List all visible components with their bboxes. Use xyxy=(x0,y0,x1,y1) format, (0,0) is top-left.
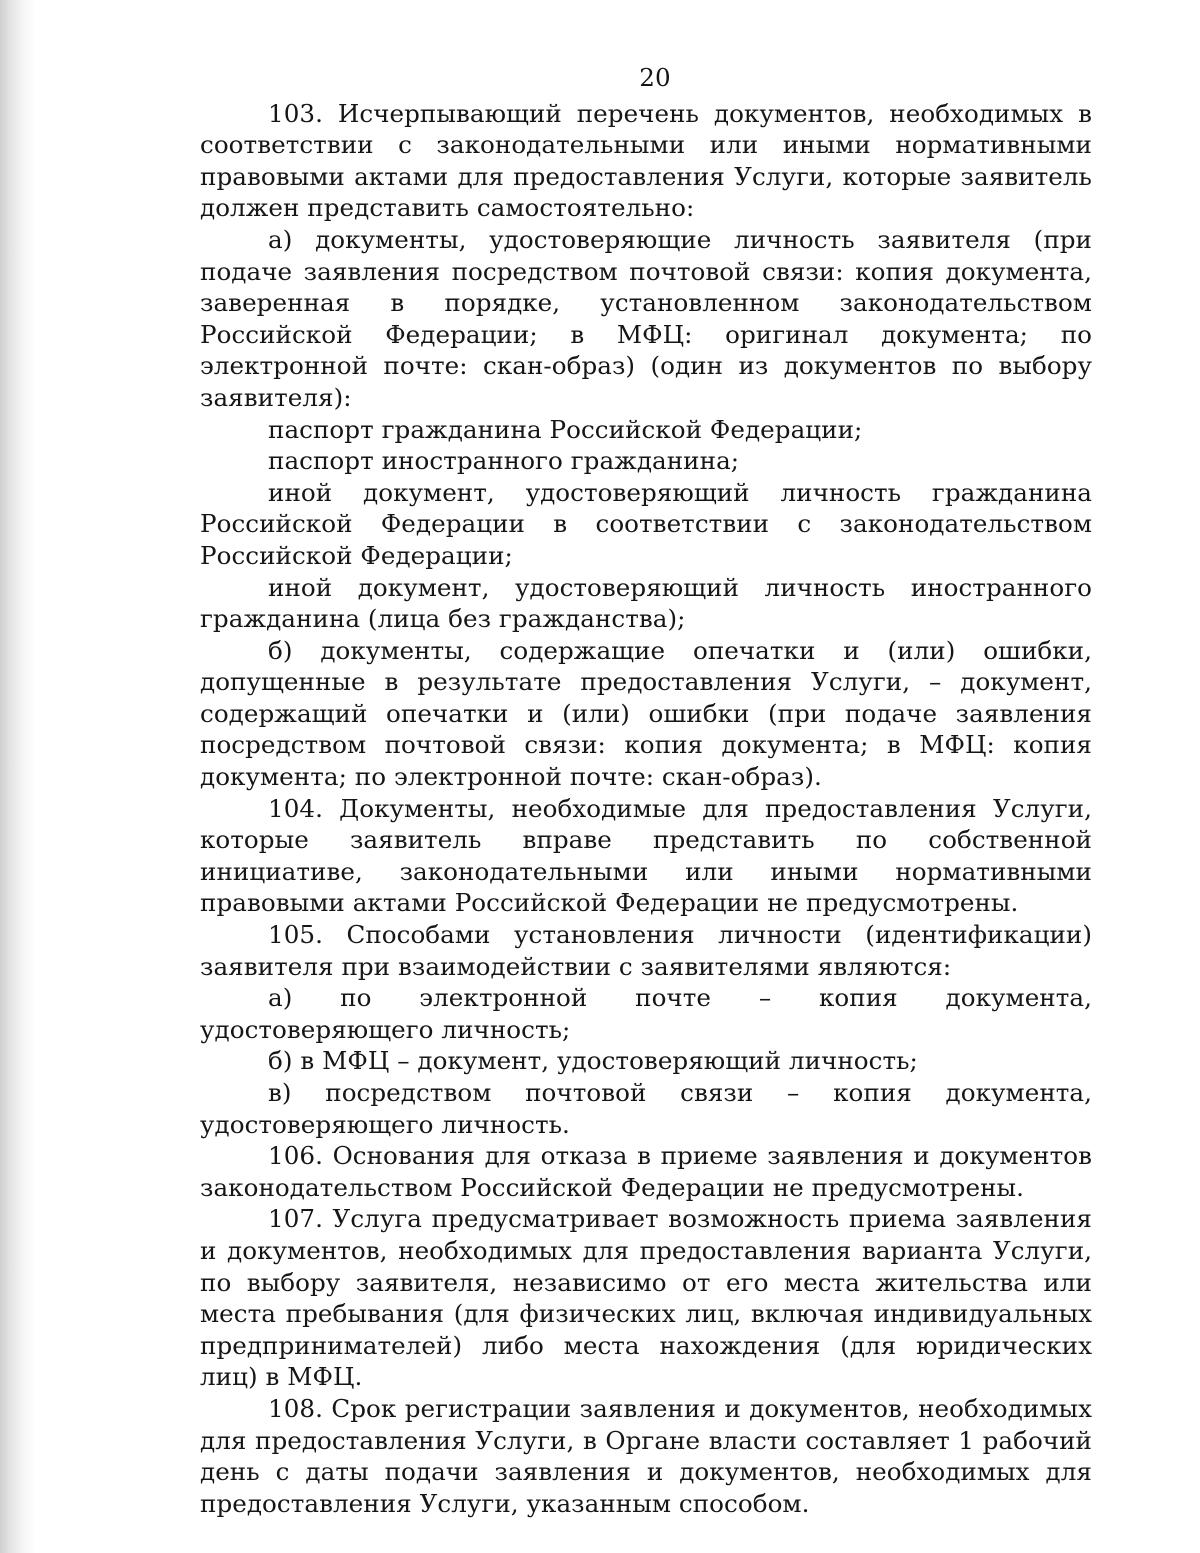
paragraph-108: 108. Срок регистрации заявления и документов, необходимых для предоставления Услуги, в Органе власти составляет 1 рабочий день с даты подачи заявления и документов, необходимых для предоставления Услуги, указанным способом. xyxy=(200,1393,1092,1518)
paragraph-103-b: б) документы, содержащие опечатки и (или) ошибки, допущенные в результате предоставления Услуги, – документ, содержащий опечатки и (или) ошибки (при подаче заявления посредством почтовой связи: копия документа; в МФЦ: копия документа; по электронной почте: скан-образ). xyxy=(200,635,1092,792)
paragraph-103: 103. Исчерпывающий перечень документов, необходимых в соответствии с законодательными или иными нормативными правовыми актами для предоставления Услуги, которые заявитель должен представить самостоятельно: xyxy=(200,98,1092,223)
paragraph-105-b: б) в МФЦ – документ, удостоверяющий личность; xyxy=(268,1046,918,1076)
paragraph-103-a: а) документы, удостоверяющие личность заявителя (при подаче заявления посредством почтовой связи: копия документа, заверенная в порядке, установленном законодательством Российской Федерации; в МФЦ: оригинал документа; по электронной почте: скан-образ) (один из документов по выбору заявителя): xyxy=(200,224,1092,412)
document-page xyxy=(200,62,1092,1519)
paragraph-106: 106. Основания для отказа в приеме заявления и документов законодательством Российской Федерации не предусмотрены. xyxy=(200,1141,1092,1202)
scan-shadow-edge xyxy=(0,0,36,1553)
page-number: 20 xyxy=(639,63,671,92)
paragraph-105-a: а) по электронной почте – копия документа, удостоверяющего личность; xyxy=(200,983,1092,1044)
paragraph-107: 107. Услуга предусматривает возможность приема заявления и документов, необходимых для предоставления варианта Услуги, по выбору заявителя, независимо от его места жительства или места пребывания (для физических лиц, включая индивидуальных предпринимателей) либо места нахождения (для юридических лиц) в МФЦ. xyxy=(200,1204,1092,1392)
list-item-other-id-foreign: иной документ, удостоверяющий личность иностранного гражданина (лица без гражданства); xyxy=(200,572,1092,634)
list-item-other-id-citizen: иной документ, удостоверяющий личность гражданина Российской Федерации в соответствии с законодательством Российской Федерации; xyxy=(200,477,1092,570)
list-item-passport-foreign: паспорт иностранного гражданина; xyxy=(268,446,740,476)
paragraph-104: 104. Документы, необходимые для предоставления Услуги, которые заявитель вправе представить по собственной инициативе, законодательными или иными нормативными правовыми актами Российской Федерации не предусмотрены. xyxy=(200,793,1092,918)
paragraph-105-c: в) посредством почтовой связи – копия документа, удостоверяющего личность. xyxy=(200,1078,1092,1139)
paragraph-105: 105. Способами установления личности (идентификации) заявителя при взаимодействии с заявителями являются: xyxy=(200,920,1092,981)
list-item-passport-rf: паспорт гражданина Российской Федерации; xyxy=(268,414,863,444)
